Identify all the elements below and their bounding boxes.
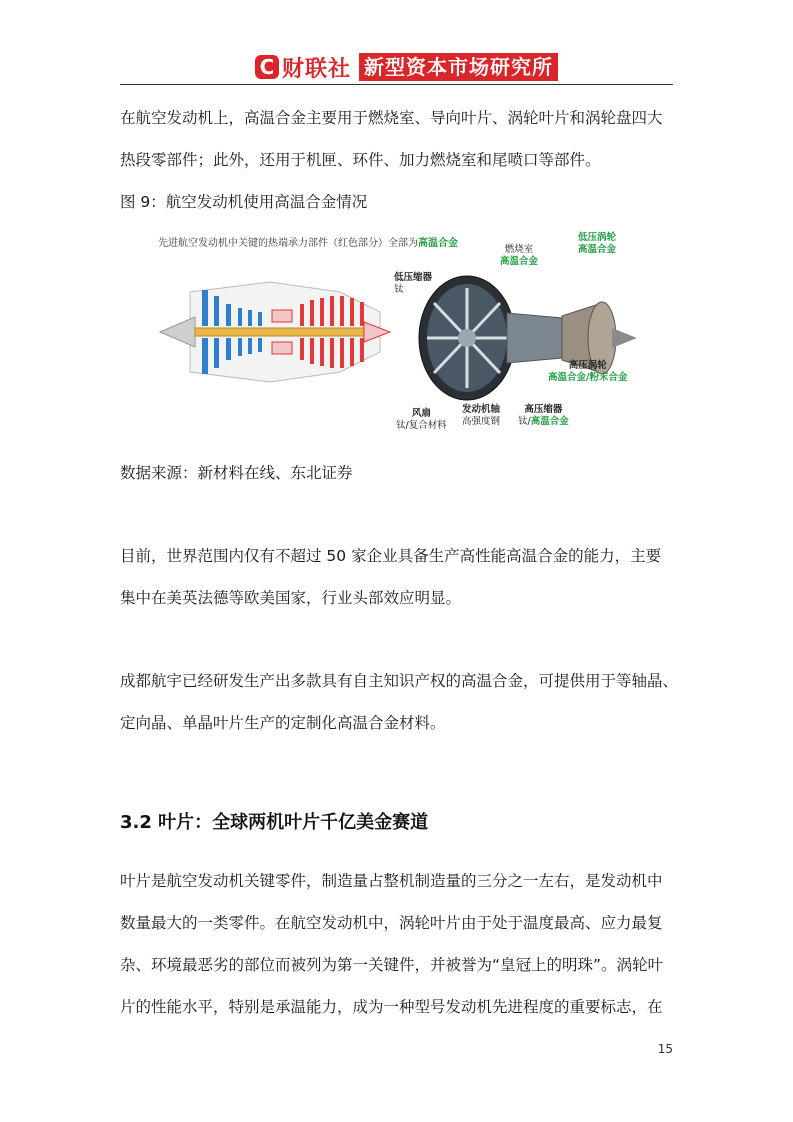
- figure-caption: 图 9：航空发动机使用高温合金情况: [120, 193, 368, 211]
- paragraph-line: 目前，世界范围内仅有不超过 50 家企业具备生产高性能高温合金的能力，主要: [120, 547, 662, 565]
- label-high-pressure-compressor: 高压缩器 钛/高温合金: [518, 404, 569, 427]
- header-divider: [120, 84, 673, 85]
- logo-mark: C: [255, 55, 279, 79]
- paragraph-line: 集中在美英法德等欧美国家，行业头部效应明显。: [120, 589, 462, 607]
- publisher-logo: [255, 52, 558, 82]
- engine-figure: [150, 228, 650, 438]
- paragraph-line: 叶片是航空发动机关键零件，制造量占整机制造量的三分之一左右，是发动机中: [120, 872, 663, 890]
- engine-cutaway-illustration: [412, 258, 642, 408]
- page-number: 15: [657, 1042, 673, 1056]
- paragraph-line: 杂、环境最恶劣的部位而被列为第一关键件，并被誉为“皇冠上的明珠”。涡轮叶: [120, 956, 664, 974]
- label-low-pressure-turbine: 低压涡轮 高温合金: [578, 232, 617, 255]
- page-header: [0, 52, 793, 84]
- engine-cross-section: [150, 252, 400, 412]
- paragraph-line: 成都航宇已经研发生产出多款具有自主知识产权的高温合金，可提供用于等轴晶、: [120, 672, 679, 690]
- paragraph-line: 数量最大的一类零件。在航空发动机中，涡轮叶片由于处于温度最高、应力最复: [120, 914, 663, 932]
- label-low-pressure-compressor: 低压缩器 钛: [394, 272, 433, 295]
- section-heading: 3.2 叶片：全球两机叶片千亿美金赛道: [120, 812, 429, 833]
- figure-source: 数据来源：新材料在线、东北证券: [120, 464, 353, 482]
- logo-name: 财联社: [282, 56, 352, 82]
- paragraph-line: 热段零部件；此外，还用于机匣、环件、加力燃烧室和尾喷口等部件。: [120, 151, 601, 169]
- label-combustor: 燃烧室 高温合金: [500, 244, 539, 267]
- label-high-pressure-turbine: 高压涡轮 高温合金/粉末合金: [548, 360, 628, 383]
- label-engine-shaft: 发动机轴 高强度钢: [462, 404, 501, 427]
- paragraph-line: 在航空发动机上，高温合金主要用于燃烧室、导向叶片、涡轮叶片和涡轮盘四大: [120, 109, 663, 127]
- figure-title: 先进航空发动机中关键的热端承力部件（红色部分）全部为高温合金: [158, 238, 458, 249]
- paragraph-line: 定向晶、单晶叶片生产的定制化高温合金材料。: [120, 714, 446, 732]
- label-fan: 风扇 钛/复合材料: [396, 408, 447, 431]
- paragraph-line: 片的性能水平，特别是承温能力，成为一种型号发动机先进程度的重要标志，在: [120, 998, 663, 1016]
- logo-subtitle: 新型资本市场研究所: [359, 53, 558, 81]
